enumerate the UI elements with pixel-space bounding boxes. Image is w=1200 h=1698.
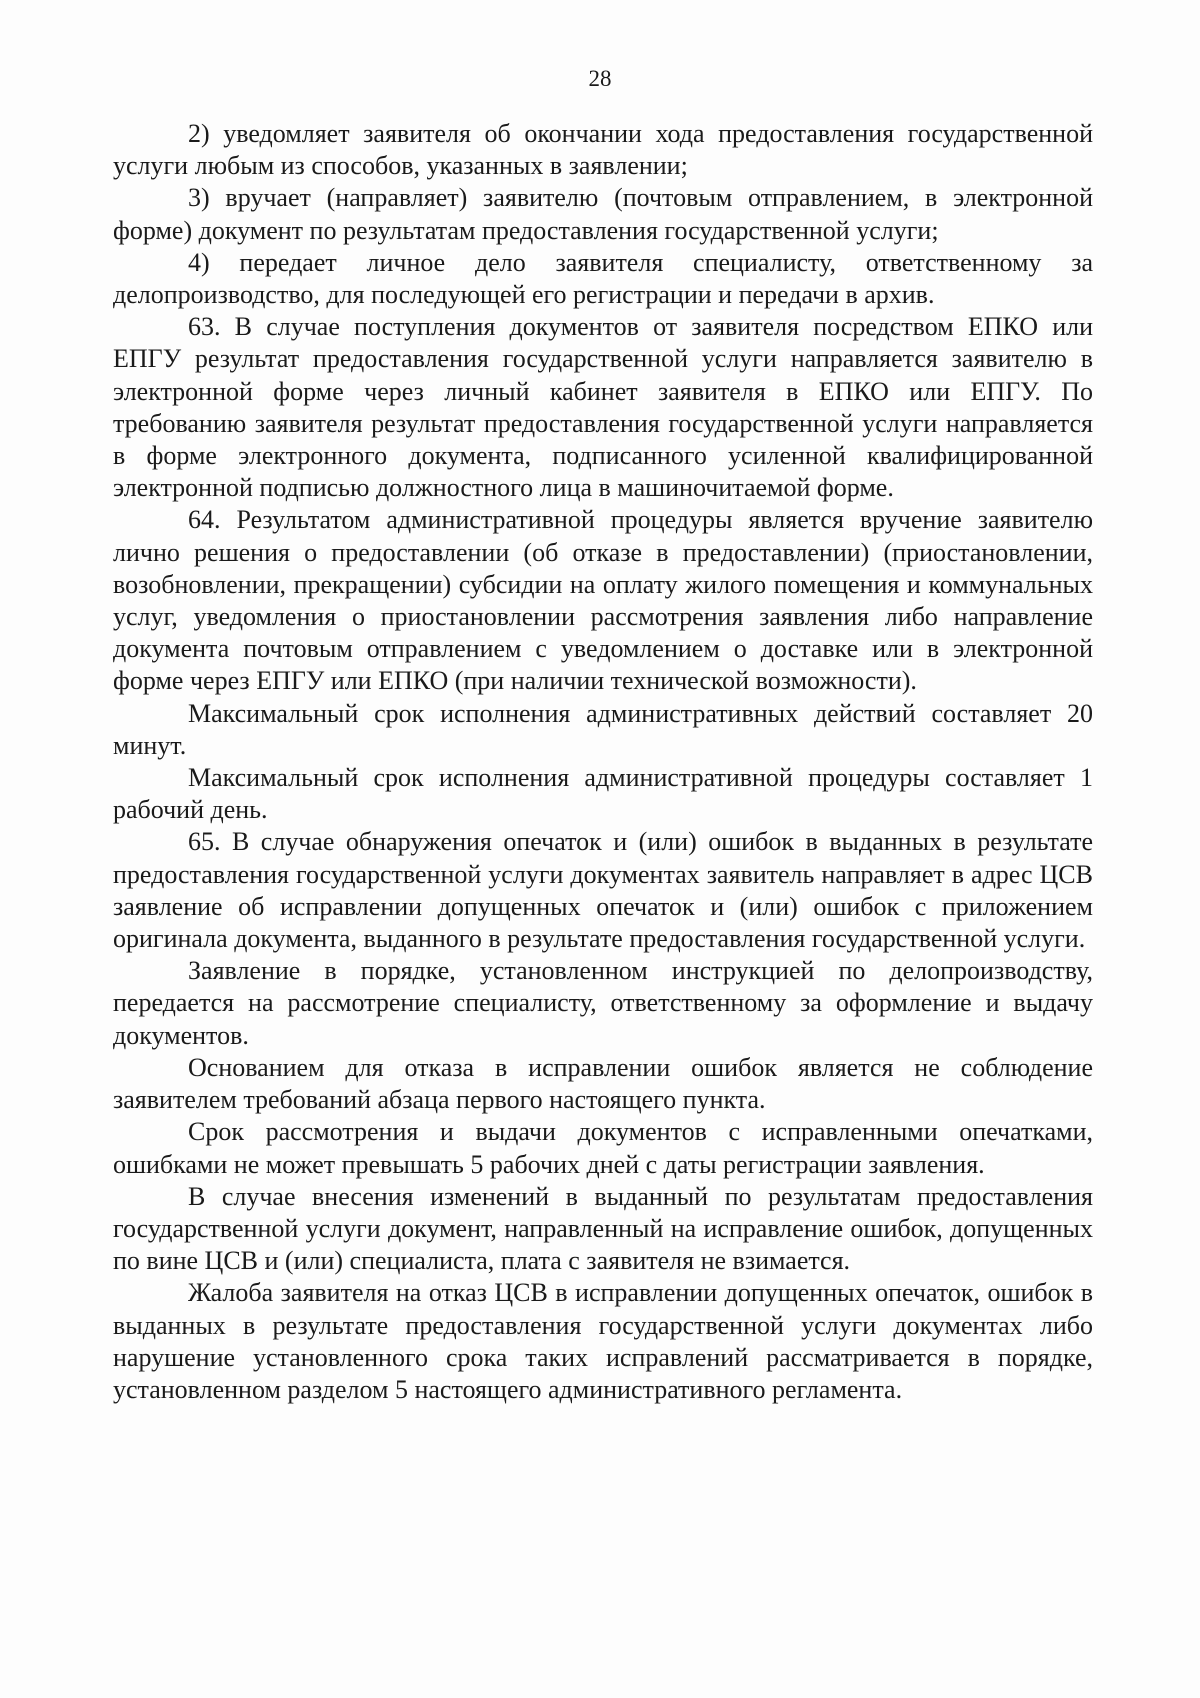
paragraph-no-fee: В случае внесения изменений в выданный по результатам предоставления государственной услуги документ, направленный на исправление ошибок, допущенных по вине ЦСВ и (или) специалиста, плата с заявителя не взимается. <box>113 1181 1093 1276</box>
paragraph-max-time-actions: Максимальный срок исполнения административных действий составляет 20 минут. <box>113 698 1093 760</box>
paragraph-complaint: Жалоба заявителя на отказ ЦСВ в исправлении допущенных опечаток, ошибок в выданных в результате предоставления государственной услуги документах либо нарушение установленного срока таких исправлений рассматривается в порядке, установленном разделом 5 настоящего административного регламента. <box>113 1278 1093 1404</box>
paragraph-item-4: 4) передает личное дело заявителя специалисту, ответственному за делопроизводство, для последующей его регистрации и передачи в архив. <box>113 247 1093 310</box>
paragraph-application-transfer: Заявление в порядке, установленном инструкцией по делопроизводству, передается на рассмотрение специалисту, ответственному за оформление и выдачу документов. <box>113 956 1093 1050</box>
paragraph-clause-65: 65. В случае обнаружения опечаток и (или) ошибок в выданных в результате предоставления государственной услуги документах заявитель направляет в адрес ЦСВ заявление об исправлении допущенных опечаток и (или) ошибок с приложением оригинала документа, выданного в результате предоставления государственной услуги. <box>113 827 1093 954</box>
paragraph-refusal-grounds: Основанием для отказа в исправлении ошибок является не соблюдение заявителем требований абзаца первого настоящего пункта. <box>113 1052 1093 1115</box>
paragraph-item-2: 2) уведомляет заявителя об окончании хода предоставления государственной услуги любым из способов, указанных в заявлении; <box>113 119 1093 181</box>
paragraph-max-time-procedure: Максимальный срок исполнения административной процедуры составляет 1 рабочий день. <box>113 763 1093 825</box>
paragraph-item-3: 3) вручает (направляет) заявителю (почтовым отправлением, в электронной форме) документ по результатам предоставления государственной услуги; <box>113 183 1093 245</box>
page-number: 28 <box>588 66 612 91</box>
document-body <box>113 118 1093 1406</box>
paragraph-clause-63: 63. В случае поступления документов от заявителя посредством ЕПКО или ЕПГУ результат предоставления государственной услуги направляется заявителю в электронной форме через личный кабинет заявителя в ЕПКО или ЕПГУ. По требованию заявителя результат предоставления государственной услуги направляется в форме электронного документа, подписанного усиленной квалифицированной электронной подписью должностного лица в машиночитаемой форме. <box>113 312 1093 503</box>
paragraph-review-period: Срок рассмотрения и выдачи документов с исправленными опечатками, ошибками не может превышать 5 рабочих дней с даты регистрации заявления. <box>113 1117 1093 1179</box>
paragraph-clause-64: 64. Результатом административной процедуры является вручение заявителю лично решения о предоставлении (об отказе в предоставлении) (приостановлении, возобновлении, прекращении) субсидии на оплату жилого помещения и коммунальных услуг, уведомления о приостановлении рассмотрения заявления либо направление документа почтовым отправлением с уведомлением о доставке или в электронной форме через ЕПГУ или ЕПКО (при наличии технической возможности). <box>113 505 1093 696</box>
